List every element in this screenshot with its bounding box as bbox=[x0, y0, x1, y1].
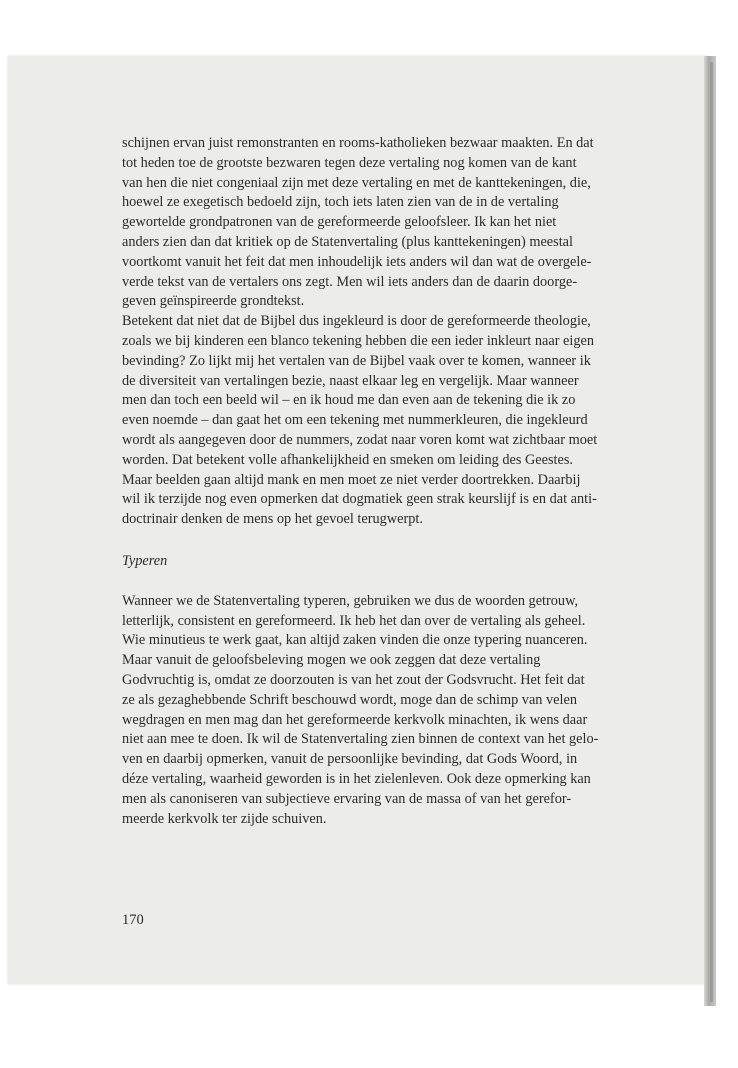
page-number: 170 bbox=[122, 912, 144, 928]
section-heading: Typeren bbox=[122, 552, 168, 569]
spine-shadow bbox=[710, 62, 713, 1002]
paragraph-1: schijnen ervan juist remonstranten en rooms-katholieken bezwaar maakten. En dat tot heden toe de grootste bezwaren tegen deze vertaling nog komen van de kant van hen die niet congeniaal zijn met deze vertaling en met de kanttekeningen, die, hoewel ze exegetisch bedoeld zijn, toch iets laten zien van de in de vertaling gewortelde grondpatronen van de gereformeerde geloofsleer. Ik kan het niet anders zien dan dat kritiek op de Statenvertaling (plus kanttekeningen) meestal voortkomt vanuit het feit dat men inhoudelijk iets anders wil dan wat de overgele- verde tekst van de vertalers ons zegt. Men wil iets anders dan de daarin doorge- geven geïnspireerde grondtekst. bbox=[122, 135, 594, 310]
paragraph-3: Wanneer we de Statenvertaling typeren, gebruiken we dus de woorden getrouw, letterlijk, consistent en gereformeerd. Ik heb het dan over de vertaling als geheel. Wie minutieus te werk gaat, kan altijd zaken vinden die onze typering nuanceren. Maar vanuit de geloofsbeleving mogen we ook zeggen dat deze vertaling Godvruchtig is, omdat ze doorzouten is van het zout der Godsvrucht. Het feit dat ze als gezaghebbende Schrift beschouwd wordt, moge dan de schimp van velen wegdragen en men mag dan het gereformeerde kerkvolk minachten, ik wens daar niet aan mee te doen. Ik wil de Statenvertaling zien binnen de context van het gelo- ven en daarbij opmerken, vanuit de persoonlijke bevinding, dat Gods Woord, in déze vertaling, waarheid geworden is in het zielenleven. Ook deze opmerking kan men als canoniseren van subjectieve ervaring van de massa of van het gerefor- meerde kerkvolk ter zijde schuiven. bbox=[122, 592, 599, 827]
paragraph-2: Betekent dat niet dat de Bijbel dus ingekleurd is door de gereformeerde theologie, zoals we bij kinderen een blanco tekening hebben die een ieder inkleurt naar eigen bevinding? Zo lijkt mij het vertalen van de Bijbel vaak over te komen, wanneer ik de diversiteit van vertalingen bezie, naast elkaar leg en vergelijk. Maar wanneer men dan toch een beeld wil – en ik houd me dan even aan de tekening die ik zo even noemde – dan gaat het om een tekening met nummerkleuren, die ingekleurd wordt als aangegeven door de nummers, zodat naar voren komt wat zichtbaar moet worden. Dat betekent volle afhankelijkheid en smeken om leiding des Geestes. Maar beelden gaan altijd mank en men moet ze niet verder doortrekken. Daarbij wil ik terzijde nog even opmerken dat dogmatiek geen strak keurslijf is en dat anti- doctrinair denken de mens op het gevoel terugwerpt. bbox=[122, 313, 598, 528]
body-text bbox=[122, 134, 644, 829]
